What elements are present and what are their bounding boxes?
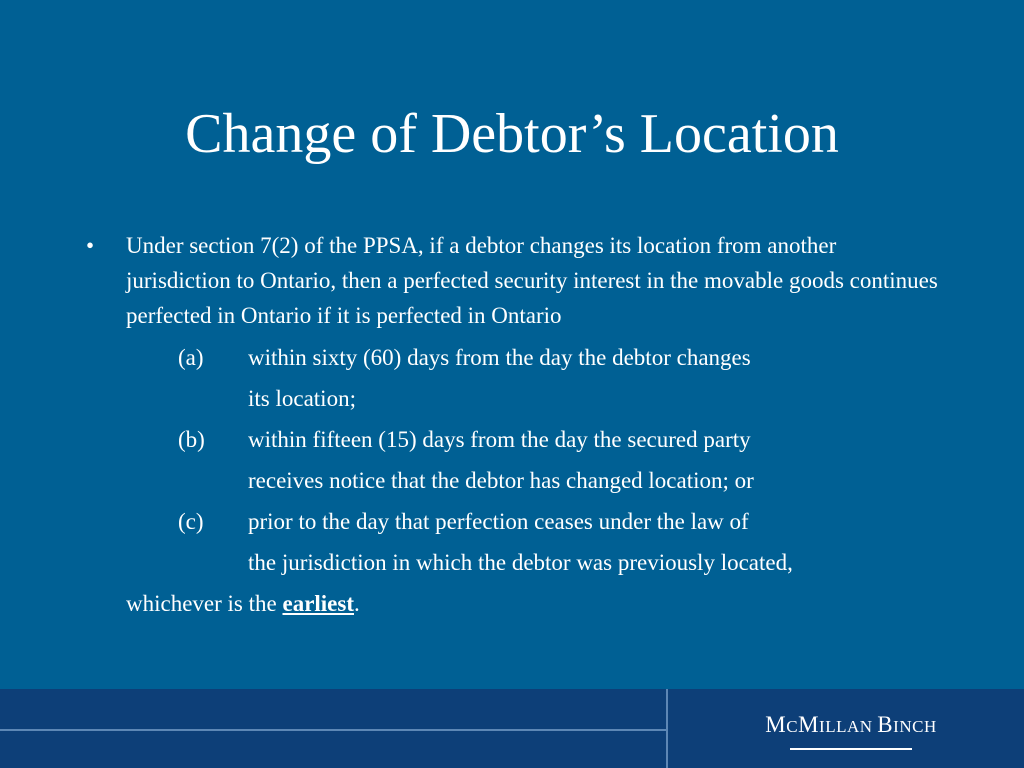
sub-item-line: the jurisdiction in which the debtor was previously located, [248, 550, 793, 575]
firm-logo-text: MCMILLAN BINCH [765, 712, 937, 737]
sub-item-c [86, 501, 946, 583]
sub-item-a [86, 337, 946, 419]
sub-item-list [86, 337, 946, 583]
bullet-content [86, 228, 946, 624]
slide-title: Change of Debtor’s Location [185, 103, 839, 165]
sub-item-marker: (a) [178, 345, 204, 370]
bullet-dot-icon: • [86, 233, 95, 258]
firm-logo-underline [790, 748, 912, 750]
firm-logo [740, 712, 962, 750]
sub-item-line: receives notice that the debtor has changed location; or [248, 468, 754, 493]
closing-emphasis: earliest [282, 591, 354, 616]
sub-item-line: within sixty (60) days from the day the debtor changes [248, 345, 751, 370]
sub-item-marker: (b) [178, 427, 205, 452]
footer-divider-horizontal [0, 729, 668, 731]
closing-prefix: whichever is the [126, 591, 283, 616]
sub-item-line: within fifteen (15) days from the day the secured party [248, 427, 751, 452]
sub-item-line: its location; [248, 386, 356, 411]
sub-item-b [86, 419, 946, 501]
bullet-text: Under section 7(2) of the PPSA, if a debtor changes its location from another jurisdiction to Ontario, then a perfected security interest in the movable goods continues perfected in Ontario if it is perfected in Ontario [126, 233, 938, 328]
bullet-item [86, 228, 946, 333]
sub-item-line: prior to the day that perfection ceases under the law of [248, 509, 749, 534]
closing-suffix: . [354, 591, 360, 616]
footer-band [0, 689, 1024, 768]
footer-divider-vertical [666, 689, 668, 768]
closing-text [86, 583, 946, 624]
sub-item-marker: (c) [178, 509, 204, 534]
